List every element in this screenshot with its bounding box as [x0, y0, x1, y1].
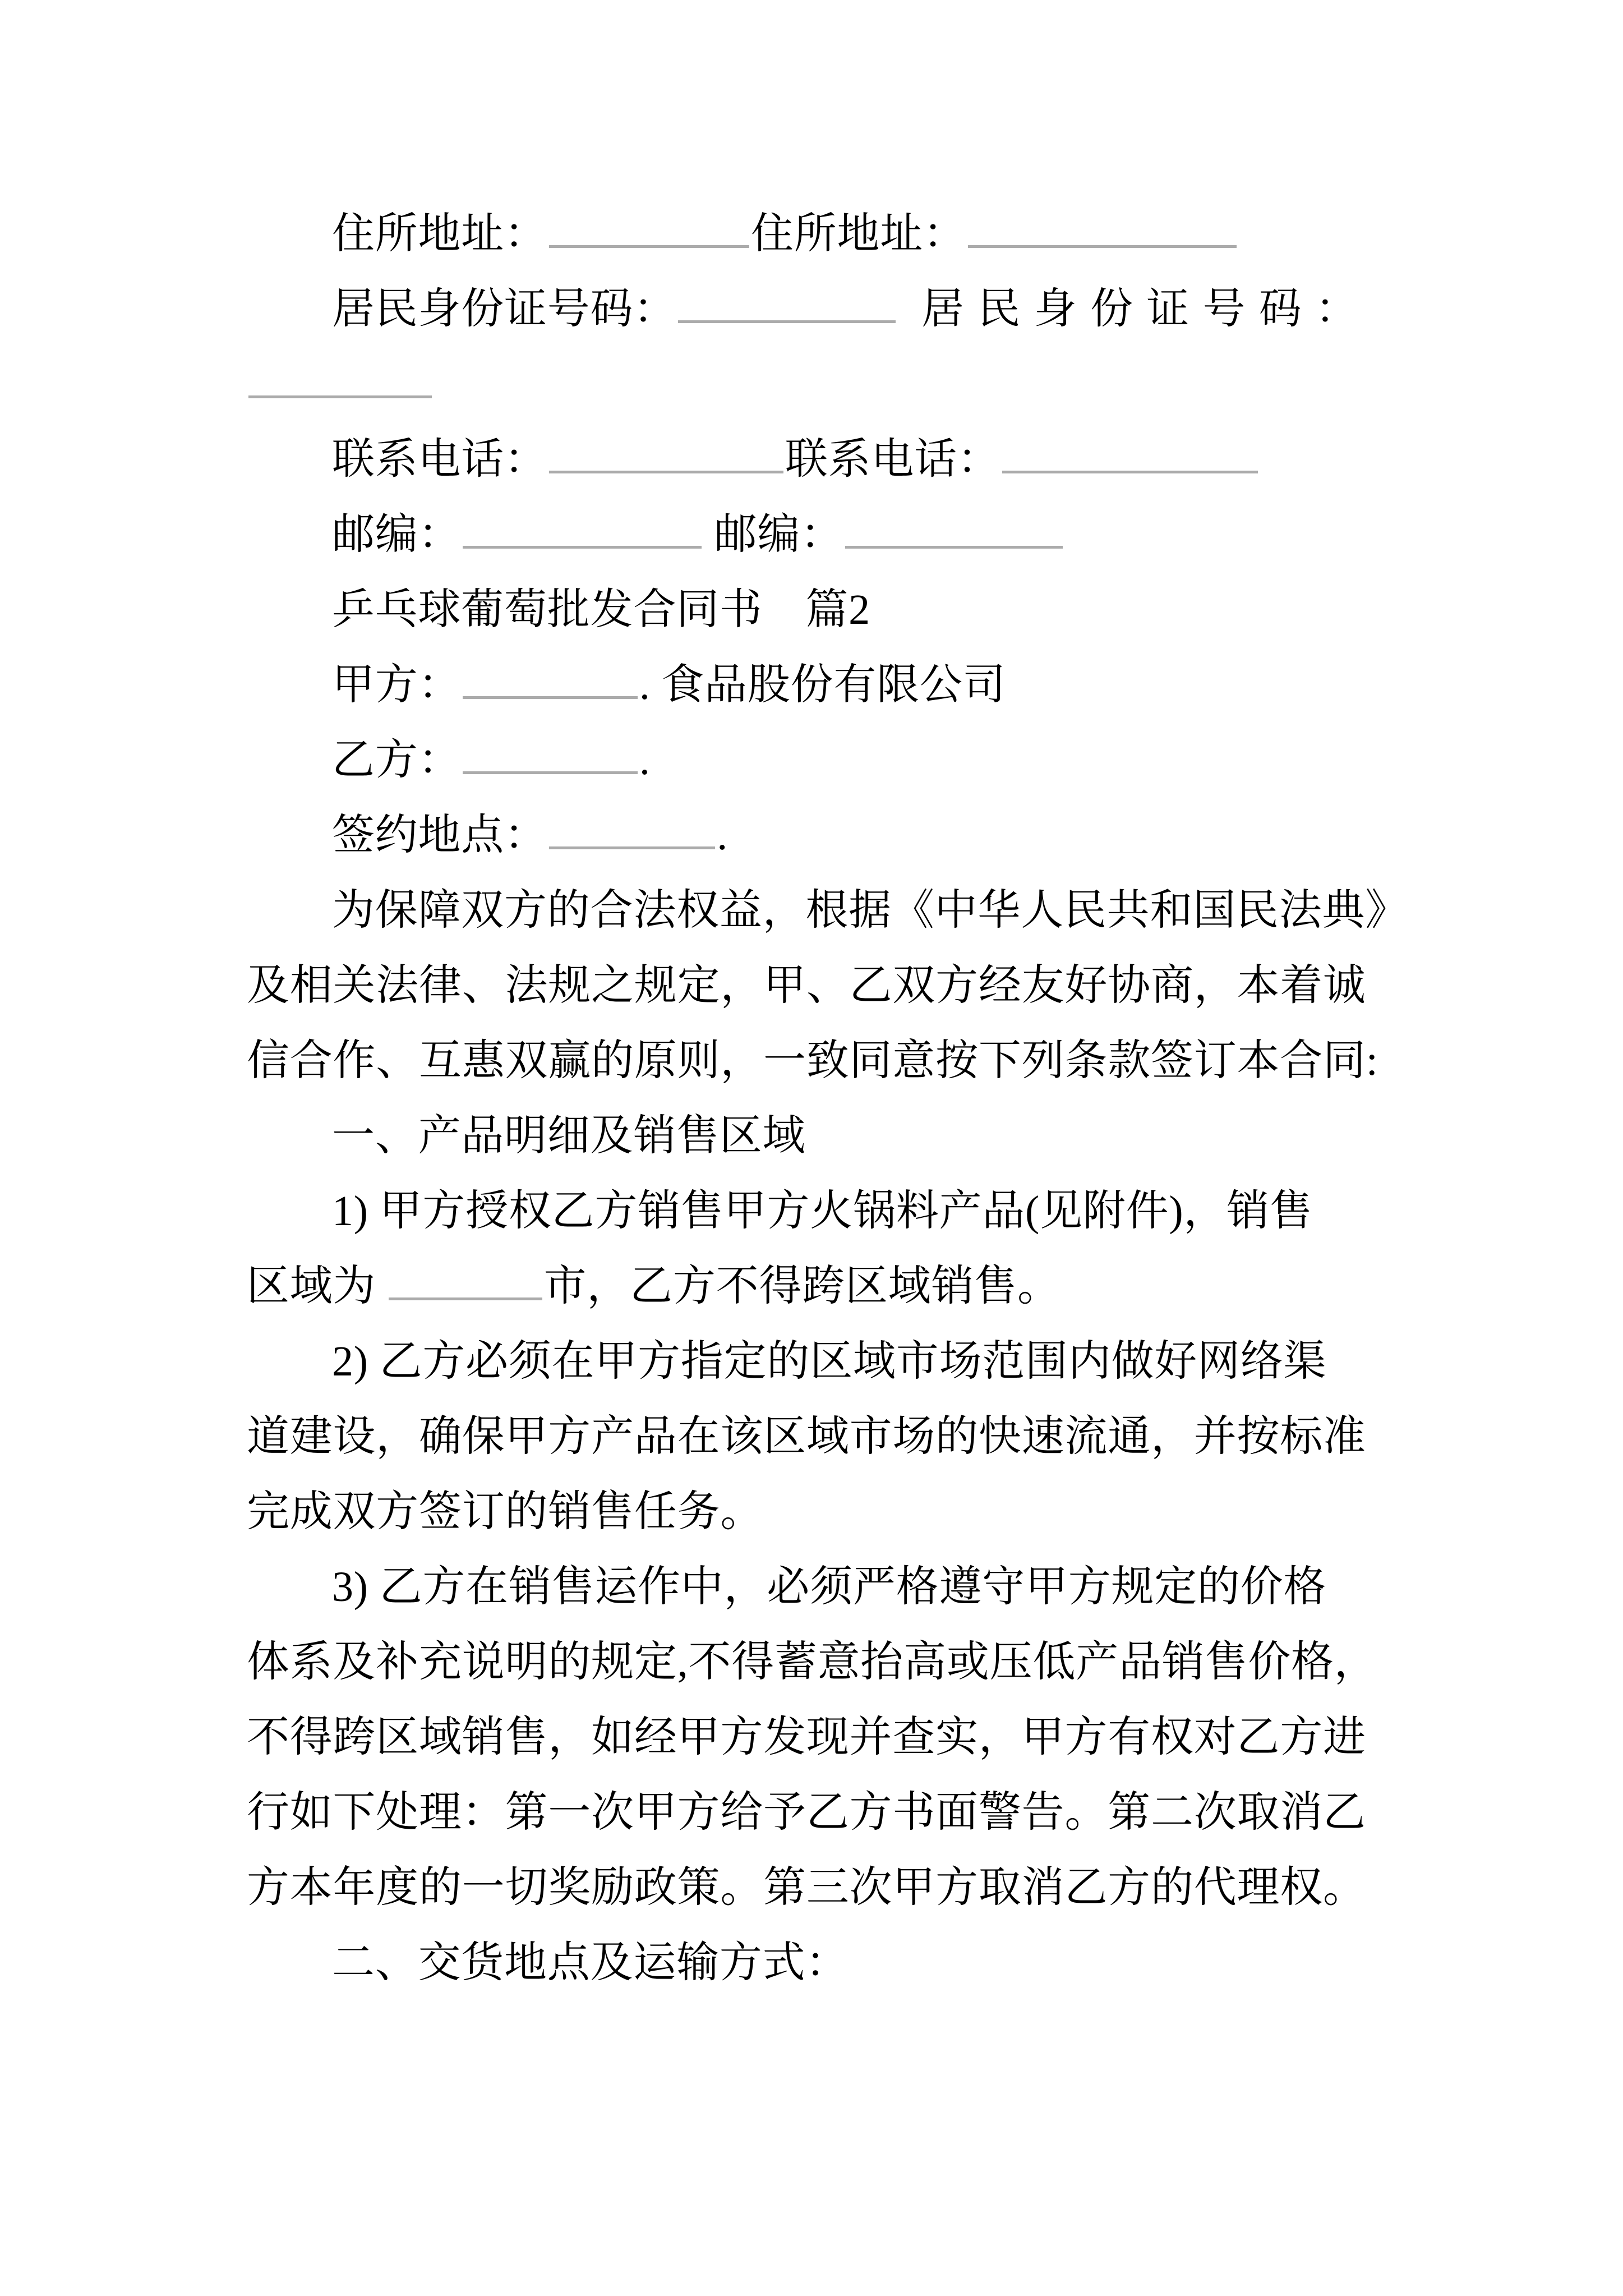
text-run: 为保障双方的合法权益，根据《中华人民共和国民法典》 [332, 887, 1408, 934]
blank-field [549, 812, 715, 849]
document-line [247, 1474, 1404, 1549]
document-line [247, 1249, 1404, 1324]
document-body [247, 196, 1408, 2000]
text-run: 联系电话： [332, 436, 547, 483]
document-line [247, 422, 1404, 497]
text-run: 信合作、互惠双赢的原则，一致同意按下列条款签订本合同: [247, 1037, 1378, 1084]
blank-field [845, 511, 1063, 549]
text-run: 一、产品明细及销售区域 [332, 1112, 806, 1159]
text-run: 邮编： [703, 511, 843, 558]
text-run: 邮编： [332, 511, 462, 558]
text-run: 联系电话： [785, 436, 1000, 483]
document-line [247, 1700, 1404, 1775]
document-line [247, 1174, 1404, 1249]
document-line [247, 1775, 1404, 1850]
document-line [247, 1625, 1404, 1700]
document-line [247, 1925, 1404, 2000]
text-run: 二、交货地点及运输方式： [332, 1939, 849, 1986]
text-run: 不得跨区域销售，如经甲方发现并查实，甲方有权对乙方进 [247, 1714, 1366, 1761]
text-run: 道建设，确保甲方产品在该区域市场的快速流通，并按标准 [247, 1413, 1366, 1460]
text-run: 住所地址： [751, 210, 966, 257]
document-line [247, 272, 1404, 347]
text-run: 及相关法律、法规之规定，甲、乙双方经友好协商，本着诚 [247, 962, 1366, 1009]
document-line [247, 1023, 1404, 1098]
blank-field [463, 737, 638, 774]
text-run: 3) 乙方在销售运作中，必须严格遵守甲方规定的价格 [332, 1563, 1327, 1611]
text-run: . [717, 812, 728, 859]
text-run: 方本年度的一切奖励政策。第三次甲方取消乙方的代理权。 [247, 1864, 1366, 1911]
text-run: . [639, 737, 651, 784]
text-run: 乙方： [332, 737, 462, 784]
text-run: 住所地址： [332, 210, 547, 257]
text-run: . 食品股份有限公司 [639, 661, 1006, 708]
blank-field [463, 511, 702, 549]
text-run: 区域为 [247, 1263, 388, 1310]
blank-field [248, 361, 432, 398]
text-run: 甲方： [332, 661, 462, 708]
text-run: 居民身份证号码： [332, 286, 677, 333]
document-line [247, 196, 1404, 272]
document-line [247, 873, 1408, 948]
blank-field [549, 436, 783, 473]
text-run: 2) 乙方必须在甲方指定的区域市场范围内做好网络渠 [332, 1338, 1327, 1385]
blank-field [968, 210, 1237, 248]
blank-field [678, 286, 896, 323]
blank-field [549, 210, 749, 248]
text-run: 居民身份证号码： [897, 286, 1372, 333]
document-line [247, 723, 1404, 798]
document-line [247, 1324, 1404, 1399]
document-line [247, 1098, 1404, 1174]
document-line [247, 1850, 1404, 1925]
document-line [247, 647, 1404, 723]
document-line [247, 347, 1404, 422]
text-run: 体系及补充说明的规定,不得蓄意抬高或压低产品销售价格， [247, 1639, 1377, 1686]
text-run: 行如下处理：第一次甲方给予乙方书面警告。第二次取消乙 [247, 1789, 1366, 1836]
document-line [247, 497, 1404, 572]
text-run: 市，乙方不得跨区域销售。 [543, 1263, 1061, 1310]
text-run: 完成双方签订的销售任务。 [247, 1488, 764, 1535]
document-line [247, 1549, 1404, 1625]
blank-field [389, 1263, 542, 1300]
document-line [247, 572, 1404, 647]
document-line [247, 948, 1404, 1023]
text-run: 乒乓球葡萄批发合同书 篇2 [332, 586, 870, 633]
text-run: 1) 甲方授权乙方销售甲方火锅料产品(见附件)，销售 [332, 1188, 1313, 1235]
document-line [247, 798, 1404, 873]
text-run: 签约地点： [332, 812, 547, 859]
document-line [247, 1399, 1404, 1474]
blank-field [1002, 436, 1258, 473]
blank-field [463, 661, 638, 699]
